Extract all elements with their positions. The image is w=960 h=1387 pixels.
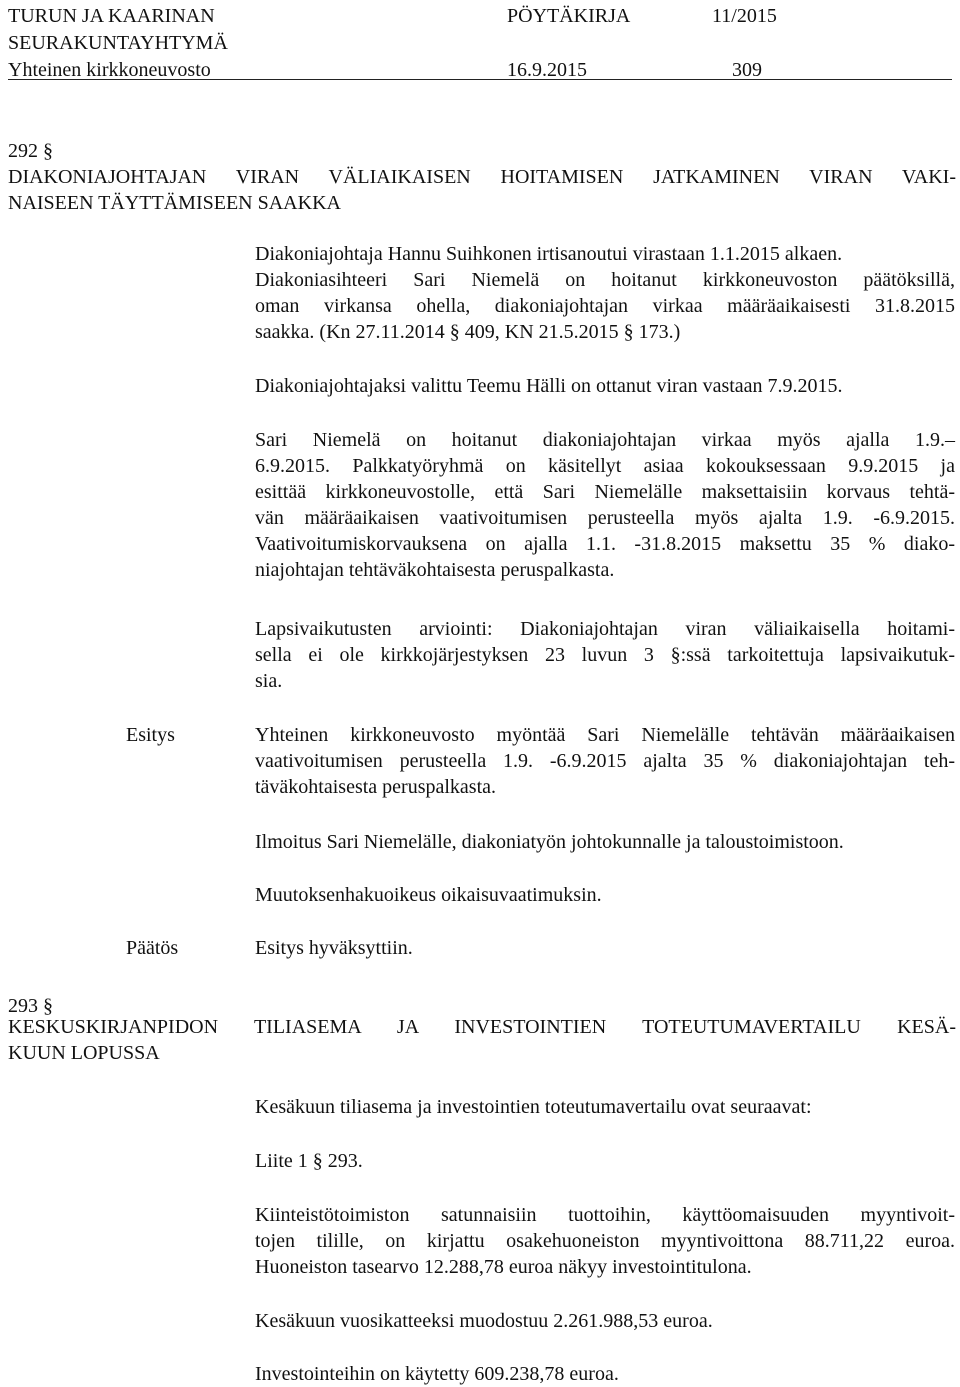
header-divider [8, 79, 952, 80]
esitys-text: Yhteinen kirkkoneuvosto myöntää Sari Niemelälle tehtävän määräaikaisen vaativoitumisen perusteella 1.9. -6.9.2015 ajalta 35 % diakoniajohtajan teh- täväkohtaisesta peruspalkasta. [255, 724, 955, 798]
section-292-paragraph-2: Diakoniajohtajaksi valittu Teemu Hälli on ottanut viran vastaan 7.9.2015. [255, 375, 843, 397]
protocol-number: 11/2015 [712, 5, 777, 27]
org-name-line1: TURUN JA KAARINAN [8, 5, 215, 27]
section-293-title-line1: KESKUSKIRJANPIDON TILIASEMA JA INVESTOINTIEN TOTEUTUMAVERTAILU KESÄ- [8, 1016, 956, 1038]
ilmoitus-text: Ilmoitus Sari Niemelälle, diakoniatyön johtokunnalle ja taloustoimistoon. [255, 831, 844, 853]
paatos-label: Päätös [126, 937, 179, 959]
document-type: PÖYTÄKIRJA [507, 5, 631, 27]
meeting-body: Yhteinen kirkkoneuvosto [8, 59, 211, 81]
paatos-text: Esitys hyväksyttiin. [255, 937, 413, 959]
section-293-attachment-ref: Liite 1 § 293. [255, 1150, 363, 1172]
page-number: 309 [732, 59, 762, 81]
section-293-title [8, 1014, 956, 1066]
section-293-title-line2: KUUN LOPUSSA [8, 1042, 160, 1064]
section-293-paragraph-1: Kesäkuun tiliasema ja investointien toteutumavertailu ovat seuraavat: [255, 1096, 812, 1118]
section-292-title [8, 164, 956, 216]
section-292-title-line1: DIAKONIAJOHTAJAN VIRAN VÄLIAIKAISEN HOITAMISEN JATKAMINEN VIRAN VAKI- [8, 166, 956, 188]
esitys-label: Esitys [126, 724, 175, 746]
section-292-paragraph-3: Sari Niemelä on hoitanut diakoniajohtajan virkaa myös ajalla 1.9.– 6.9.2015. Palkkatyöryhmä on käsitellyt asiaa kokouksessaan 9.9.2015 ja esittää kirkkoneuvostolle, että Sari Niemelälle maksettaisiin korvaus tehtä- vän määräaikaisen vaativoitumisen perusteella myös ajalta 1.9. -6.9.2015. Vaativoitumiskorvauksena on ajalla 1.1. -31.8.2015 maksettu 35 % diako- niajohtajan tehtäväkohtaisesta peruspalkasta. [255, 429, 955, 581]
section-292-number: 292 § [8, 140, 53, 162]
meeting-date: 16.9.2015 [507, 59, 587, 81]
section-293-paragraph-4: Kesäkuun vuosikatteeksi muodostuu 2.261.988,53 euroa. [255, 1310, 713, 1332]
org-name-line2: SEURAKUNTAYHTYMÄ [8, 32, 228, 54]
section-292-paragraph-1: Diakoniajohtaja Hannu Suihkonen irtisanoutui virastaan 1.1.2015 alkaen. Diakoniasihteeri Sari Niemelä on hoitanut kirkkoneuvoston päätöksillä, oman virkansa ohella, diakoniajohtajan virkaa määräaikaisesti 31.8.2015 saakka. (Kn 27.11.2014 § 409, KN 21.5.2015 § 173.) [255, 243, 955, 343]
section-292-title-line2: NAISEEN TÄYTTÄMISEEN SAAKKA [8, 192, 341, 214]
section-293-number: 293 § [8, 995, 53, 1017]
section-293-paragraph-5: Investointeihin on käytetty 609.238,78 euroa. [255, 1363, 619, 1385]
section-293-paragraph-3: Kiinteistötoimiston satunnaisiin tuottoihin, käyttöomaisuuden myyntivoit- tojen tilille, on kirjattu osakehuoneiston myyntivoittona 88.711,22 euroa. Huoneiston tasearvo 12.288,78 euroa näkyy investointitulona. [255, 1204, 955, 1278]
section-292-child-impact-assessment: Lapsivaikutusten arviointi: Diakoniajohtajan viran väliaikaisella hoitami- sella ei ole kirkkojärjestyksen 23 luvun 3 §:ssä tarkoitettuja lapsivaikutuk- sia. [255, 618, 955, 692]
muutoksenhaku-text: Muutoksenhakuoikeus oikaisuvaatimuksin. [255, 884, 602, 906]
